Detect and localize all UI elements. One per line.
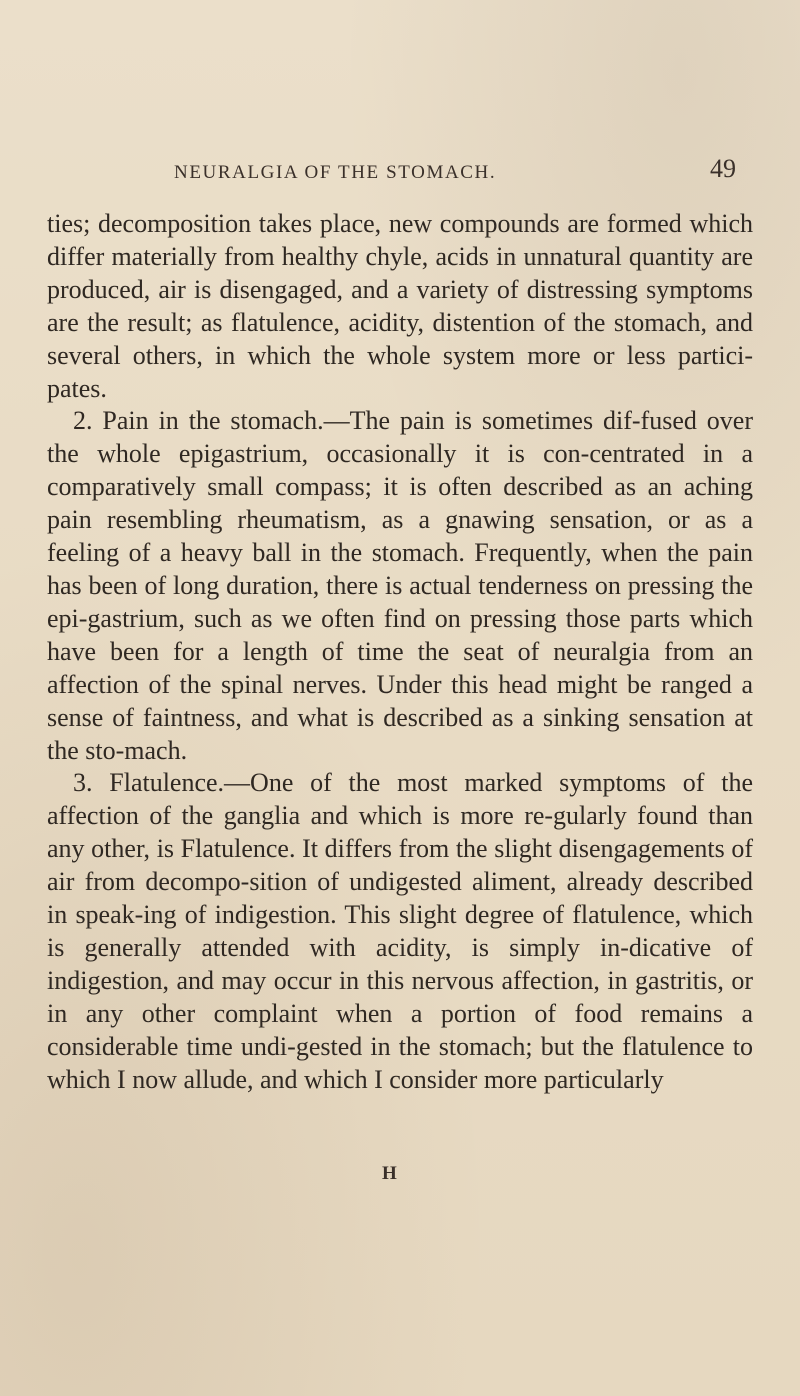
paragraph-2: 2. Pain in the stomach.—The pain is sometimes dif-fused over the whole epigastrium, occasionally it is con-centrated in a comparatively small compass; it is often described as an aching pain resembling rheumatism, as a gnawing sensation, or as a feeling of a heavy ball in the stomach. Frequently, when the pain has been of long duration, there is actual tenderness on pressing the epi-gastrium, such as we often find on pressing those parts which have been for a length of time the seat of neuralgia from an affection of the spinal nerves. Under this head might be ranged a sense of faintness, and what is described as a sinking sensation at the sto-mach.: [47, 406, 753, 765]
signature-mark: H: [382, 1163, 397, 1184]
paragraph-3: 3. Flatulence.—One of the most marked symptoms of the affection of the ganglia and which is more re-gularly found than any other, is Flatulence. It differs from the slight disengagements of air from decompo-sition of undigested aliment, already described in speak-ing of indigestion. This slight degree of flatulence, which is generally attended with acidity, is simply in-dicative of indigestion, and may occur in this nervous affection, in gastritis, or in any other complaint when a portion of food remains a considerable time undi-gested in the stomach; but the flatulence to which I now allude, and which I consider more particularly: [47, 768, 753, 1094]
body-text: [47, 208, 753, 1096]
running-title: NEURALGIA OF THE STOMACH.: [174, 162, 497, 183]
page-number: 49: [710, 154, 736, 183]
paragraph-1: ties; decomposition takes place, new compounds are formed which differ materially from healthy chyle, acids in unnatural quantity are produced, air is disengaged, and a variety of distressing symptoms are the result; as flatulence, acidity, distention of the stomach, and several others, in which the whole system more or less partici-pates.: [47, 209, 753, 403]
